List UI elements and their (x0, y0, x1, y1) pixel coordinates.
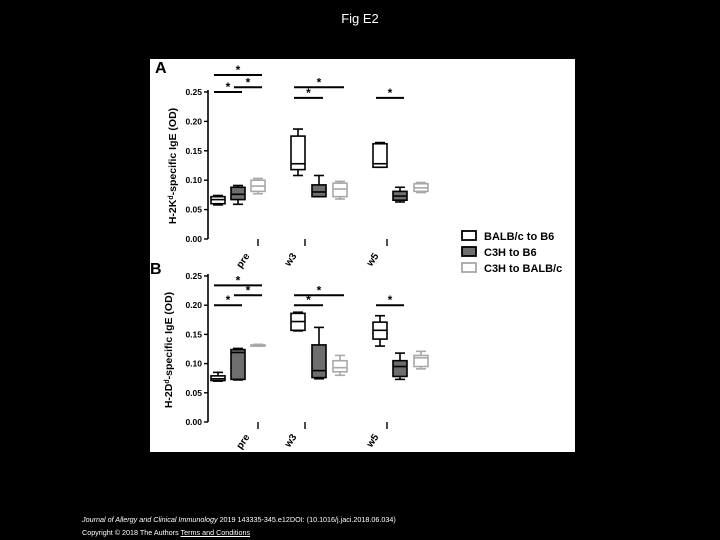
y-axis-label-main: H-2D (163, 383, 175, 409)
significance-star: * (225, 293, 231, 308)
significance-star: * (306, 293, 311, 308)
footer-copyright (82, 528, 250, 537)
footer-citation (82, 515, 396, 524)
panel-label: A (155, 60, 167, 77)
legend-swatch (462, 263, 476, 272)
box (231, 187, 245, 199)
y-tick-label: 0.10 (185, 175, 202, 186)
significance-star: * (316, 283, 322, 298)
significance-star: * (316, 75, 322, 90)
y-tick-label: 0.25 (185, 271, 202, 281)
box (333, 183, 347, 197)
legend-label: C3H to B6 (484, 247, 537, 259)
y-tick-label: 0.10 (185, 358, 202, 369)
y-tick-label: 0.05 (185, 387, 202, 398)
significance-star: * (306, 85, 311, 100)
significance-star: * (387, 293, 393, 308)
x-tick-label: w5 (364, 432, 382, 450)
box (393, 361, 407, 377)
box (312, 345, 326, 378)
y-tick-label: 0.00 (185, 417, 202, 427)
x-tick-label: w3 (282, 432, 300, 450)
y-axis-label-superscript: d (163, 379, 171, 384)
significance-star: * (245, 75, 251, 90)
y-axis-label (163, 292, 175, 408)
x-tick-label: pre (234, 432, 253, 452)
y-tick-label: 0.20 (185, 116, 202, 127)
slide-title: Fig E2 (341, 11, 379, 26)
y-tick-label: 0.05 (185, 204, 202, 215)
box (312, 185, 326, 197)
y-axis-label (167, 108, 179, 224)
y-axis-label-main: H-2K (167, 199, 179, 225)
x-tick-label: w5 (364, 251, 382, 269)
significance-star: * (387, 85, 393, 100)
panel-label: B (150, 261, 162, 278)
y-axis-label-rest: -specific IgE (OD) (163, 291, 175, 380)
y-tick-label: 0.25 (185, 87, 202, 97)
significance-star: * (225, 80, 231, 94)
legend-label: C3H to BALB/c (484, 263, 563, 275)
legend-swatch (462, 247, 476, 256)
footer-citation-text: 2019 143335-345.e12DOI: (10.1016/j.jaci.2018.06.034) (219, 515, 396, 524)
footer-copyright-text: Copyright © 2018 The Authors (82, 528, 179, 537)
x-tick-label: w3 (282, 251, 300, 269)
significance-star: * (235, 273, 241, 288)
y-tick-label: 0.00 (185, 234, 202, 244)
y-axis-label-rest: -specific IgE (OD) (167, 107, 179, 196)
terms-link[interactable]: Terms and Conditions (180, 528, 251, 537)
footer-journal-name: Journal of Allergy and Clinical Immunology (82, 515, 218, 524)
x-tick-label: pre (234, 251, 253, 271)
legend-swatch (462, 231, 476, 240)
legend-label: BALB/c to B6 (484, 231, 555, 243)
box (291, 136, 305, 170)
significance-star: * (235, 62, 241, 77)
box (231, 350, 245, 380)
y-axis-label-superscript: d (167, 195, 175, 200)
significance-star: * (245, 283, 251, 298)
y-tick-label: 0.15 (185, 145, 202, 156)
y-tick-label: 0.20 (185, 300, 202, 311)
y-tick-label: 0.15 (185, 329, 202, 340)
box (333, 361, 347, 372)
